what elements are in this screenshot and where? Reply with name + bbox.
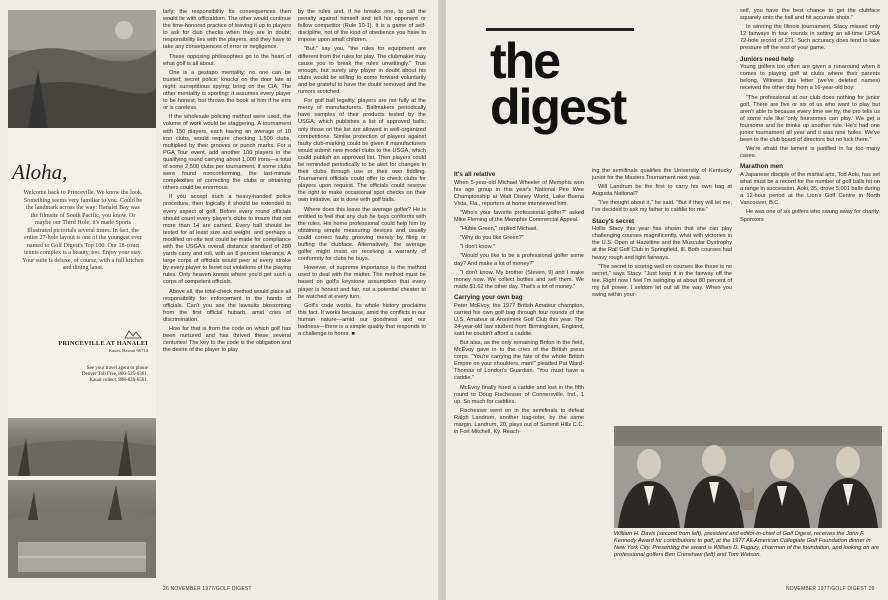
paragraph: "Hubie Green," replied Michael. <box>460 226 538 233</box>
ad-brand-name: PRINCEVILLE AT HANALEI <box>58 340 148 347</box>
paragraph: Golf's code works. Its whole history proclaims this fact. It works because, amid the conflicts in our human nature—amid our goodness and our badness—there is a simple quality that responds to a challenge to honor. ■ <box>298 302 426 338</box>
paragraph: larly; the responsibility for consequences then would lie with officialdom. The other would continue the time-honored practice of leaving it up to players to ask for club checks when they are in doubt; responsibility lies with the players, and they have to take any consequences of error or negligence. <box>163 9 291 51</box>
ad-headline: Aloha, <box>12 160 68 184</box>
paragraph: Where does this leave the average golfer? He is entitled to feel that any club he buys conforms with the rules. His home professional could help him by obtaining simple measuring devices and usually could correct faulty grooving merely by filing or buffing the clubface. Alternatively, the average golfer might insist on receiving a warranty of conformity for clubs he buys. <box>298 206 426 263</box>
paragraph: by the rules and, if he breaks one, to call the penalty against himself and tell his opponent or fellow competitor (Rule 10-1). It is a game of self-discipline, not of the kind of obedience you have to impose upon small children. <box>298 9 426 44</box>
header-rule <box>486 28 634 31</box>
item-heading: It's all relative <box>454 171 496 178</box>
left-page <box>0 0 440 600</box>
paragraph: We're afraid the lament is justified in far too many cases. <box>740 146 880 160</box>
item-heading: Juniors need help <box>740 55 794 63</box>
paragraph: "Who's your favorite professional golfer?" asked Mike Fleming of the Memphis Commercial Appeal. <box>454 209 584 224</box>
section-title-line-1: the <box>490 33 559 89</box>
photo-caption: William H. Davis (second from left), president and editor-in-chief of Golf Digest, receives the John F. Kennedy Award for contributions to golf, at the 1977 All-American Collegiate Golf Foundation dinner in New York City. Presenting the award is William D. Fugazy, chairman of the foundation, and looking on are professional golfers Ben Crenshaw (left) and Tom Watson. <box>614 531 880 559</box>
item-heading: Marathon men <box>740 163 784 171</box>
paragraph: "Why do you like Green?" <box>460 235 524 242</box>
digest-column-2 <box>592 168 732 422</box>
paragraph: "I don't know." <box>460 244 495 251</box>
section-header <box>486 28 634 135</box>
paragraph: However, of supreme importance is the method used to deal with the matter. The method must be based on golf's keystone assumption that every player is honest and fair, not a potential cheater to be watched at every turn. <box>298 265 426 300</box>
ad-photo-tennis <box>8 480 156 578</box>
paragraph: Peter McEvoy, the 1977 British Amateur champion, carried his own golf bag through four rounds of the U.S. Amateur at Aronimink Golf Club this year. The 24-year-old law student from Birmingham, England, said he couldn't afford a caddie. <box>454 302 584 337</box>
award-photo <box>614 426 882 528</box>
ad-photo-resort <box>8 10 156 128</box>
paragraph: "Would you like to be a professional golfer some day? And make a lot of money?" <box>454 253 584 267</box>
award-photo-illustration <box>614 426 882 528</box>
tennis-court-illustration <box>8 480 156 578</box>
paragraph: These opposing philosophies go to the heart of what golf is all about. <box>163 53 291 67</box>
paragraph: McEvoy finally hired a caddie and lost in the fifth round to Doug Fischesser of Connersville, Ind., 1 up. So much for caddies. <box>454 384 584 405</box>
digest-column-1 <box>454 168 584 584</box>
paragraph: Young golfers too often are given a runaround when it comes to playing golf at clubs where their parents belong. Witness this letter (we've deleted names) received the other day from a 16-year-old boy: <box>740 64 880 92</box>
paragraph: "But," say you, "the rules for equipment are different from the rules for play. The clubmaker may cause you to break the rules unwittingly." True enough, but surely any player in doubt about his clubs would be willing to come forward voluntarily and be grateful to have the doubt removed and the rumors scotched. <box>298 46 426 96</box>
paragraph: If the wholesale policing method were used, the volume of work would be staggering. A tournament with 150 players, each having an average of 10 iron clubs, would require checking 1,500 clubs, multiplied by their grooves or punch marks. For a PGA Tour event, add another 100 players in the qualifying round carrying about 1,000 irons—a total of some 2,500 clubs per tournament. If some clubs were found nonconforming, the last-minute complexities of correcting the clubs or obtaining others could be enormous. <box>163 114 291 192</box>
digest-column-3 <box>740 8 880 422</box>
article-column-2 <box>298 9 426 581</box>
ad-body-text: Welcome back to Princeville. We know the look. Something seems very familiar to you. Could be the landmark across the way: Hanalei Bay was the filmsite of South Pacific, you know. Or maybe our Third Hole; it's made Sports Illustrated pictorials several times. In fact, the entire 27-hole layout is one of the youngest ever named to Golf Digest's Top 100. Our 18-court tennis complex is a beauty, too. Enjoy your stay. Your suite is deluxe, of course, with a full kitchen and dining lanai. <box>22 190 144 271</box>
paragraph: For golf ball legality, players are not fully at the mercy of manufacturers. Ballmakers periodically have samples of their products tested by the USGA, which publishes a list of approved balls; only those on the list are allowed in well-organized competitions. Similar protection of players against faulty club-marking could be given if manufacturers would submit new model clubs to the USGA, which could publish an approved list. Then players could be reminded periodically to be alert for changes in their clubs through use or their own fiddling. Tournament officials could offer to check clubs for players upon request. The officials could reserve the right to make occasional spot checks on their own initiative, as is done with golf balls. <box>298 98 426 204</box>
paragraph: In winning the Illinois tournament, Stacy missed only 12 fairways in four rounds in setting an all-time LPGA 72-hole record of 271. Such accuracy does tend to take pressure off the rest of your game. <box>740 24 880 52</box>
resort-photo-illustration <box>8 10 156 128</box>
ad-photo-golf-course <box>8 418 156 476</box>
paragraph: One is a gestapo mentality: no one can be trusted; secret police; knocks on the door late at night; surreptitious spying; bring on the CIA. The other mentality is sporting: it assumes every player to be honest, but throws the book at him if he errs or is careless. <box>163 69 291 112</box>
paragraph: Will Landrum be the first to carry his own bag at Augusta National? <box>592 184 732 198</box>
paragraph: self, you have the best chance to get the clubface squarely onto the ball and hit accurate shots." <box>740 8 880 22</box>
section-title-line-2: digest <box>490 79 626 135</box>
paragraph: "The professional at our club does nothing for junior golf. There are five or six of us who want to play but aren't able to because every time we try, the pro tells us of some rule like 'only foursomes can play.' We get a foursome and he thinks up another rule. He's had one junior tournament all year and it was nine holes. We've been to the club board of directors but no luck there." <box>740 94 880 144</box>
ad-contact-info <box>48 366 148 385</box>
paragraph: But alas, as the only remaining Briton in the field, McEvoy gave in to the cries of the British press corps. "You're carrying the fate of the whole British Empire on your shoulders, man!" pleaded Pat Ward-Thomas of London's Guardian. "You must have a caddie." <box>454 339 584 382</box>
right-page <box>446 0 888 600</box>
golf-course-illustration <box>8 418 156 476</box>
ad-contact-line: See your travel agent or phone <box>86 366 148 371</box>
item-heading: Carrying your own bag <box>454 293 523 301</box>
article-column-1 <box>163 9 291 581</box>
item-heading: Stacy's secret <box>592 217 635 225</box>
ad-contact-line: Kauai collect, 808-826-6561. <box>89 378 148 384</box>
paragraph: When 5-year-old Michael Wheeler of Memphis won his age group in this year's National Pee Wee Championship at Walt Disney World, Lake Buena Vista, Fla., reporters at home interviewed him. <box>454 179 584 207</box>
princeville-ad <box>8 10 156 578</box>
page-footer-right: NOVEMBER 1977/GOLF DIGEST 29 <box>786 586 875 592</box>
paragraph: How far that is from the code on which golf has been nurtured and has thrived these several centuries! The key to the code is the obligation and the desire of the player to play <box>163 326 291 354</box>
paragraph: "I've thought about it," he said. "But if they will let me, I've decided to ask my father to caddie for me." <box>592 200 732 214</box>
paragraph: Above all, the total-check method would place all responsibility for enforcement in the hands of officials. Can't you see the lawsuits blossoming from the first official hubarb, amid cries of discrimination. <box>163 288 291 323</box>
paragraph: If you accept such a heavy-handed police procedure, then logically it should be extended to every aspect of golf. Before every round officials should count every player's clubs to insure that not more than 14 are carried. Every ball should be tested for at least size and weight, and perhaps a modified on-site test could be made for compliance with the USGA's overall distance standard of 280 yards carry and roll, with an 8 percent tolerance. A large corps of officials would peer at every stroke by every player to ferret out violations of the playing rules. Only heaven knows where you'd get such a corps of competent officials. <box>163 194 291 286</box>
paragraph: A Japanese disciple of the martial arts, Tod Aoki, has set what must be a record for the number of golf balls hit on a range in succession. Aoki, 35, drove 5,001 balls during a 12-hour period at the Lion's Golf Centre in North Vancouver, B.C. <box>740 171 880 207</box>
princeville-logo-icon <box>124 329 142 339</box>
paragraph: "The secret to scoring well on courses like these is no secret," says Stacy. "Just keep it in the fairway off the tee. Right now I feel I'm swinging at about 80 percent of my full power. I seldom let out all the way. When you swing within your- <box>592 263 732 298</box>
paragraph: "I don't know. My brother (Steven, 9) and I make money now. We collect bottles and sell them. We made $1.62 the other day. That's a lot of money." <box>454 269 584 290</box>
paragraph: Fischesser went on in the semifinals to defeat Ralph Landrum, another bag-toter, by the same margin. Landrum, 20, plays out of Summit Hills C.C. in Fort Mitchell, Ky. Reach- <box>454 407 584 436</box>
page-footer-left: 26 NOVEMBER 1977/GOLF DIGEST <box>163 586 252 592</box>
ad-contact-line: Denver Toll Free, 800-525-6361. <box>81 372 148 378</box>
paragraph: ing the semifinals qualifies the University of Kentucky junior for the Masters Tournament next year. <box>592 168 732 182</box>
paragraph: He was one of six golfers who swung away for charity. Sponsors <box>740 209 880 223</box>
paragraph: Hollis Stacy this year has shown that she can play challenging courses magnificently, what with victories in the U.S. Open at Hazeltine and the Muscular Dystrophy at the Rail Golf Club in Springfield, Ill. Both courses had heavy rough and tight fairways. <box>592 226 732 261</box>
ad-brand-location: Kauai, Hawaii 96714 <box>108 348 148 353</box>
